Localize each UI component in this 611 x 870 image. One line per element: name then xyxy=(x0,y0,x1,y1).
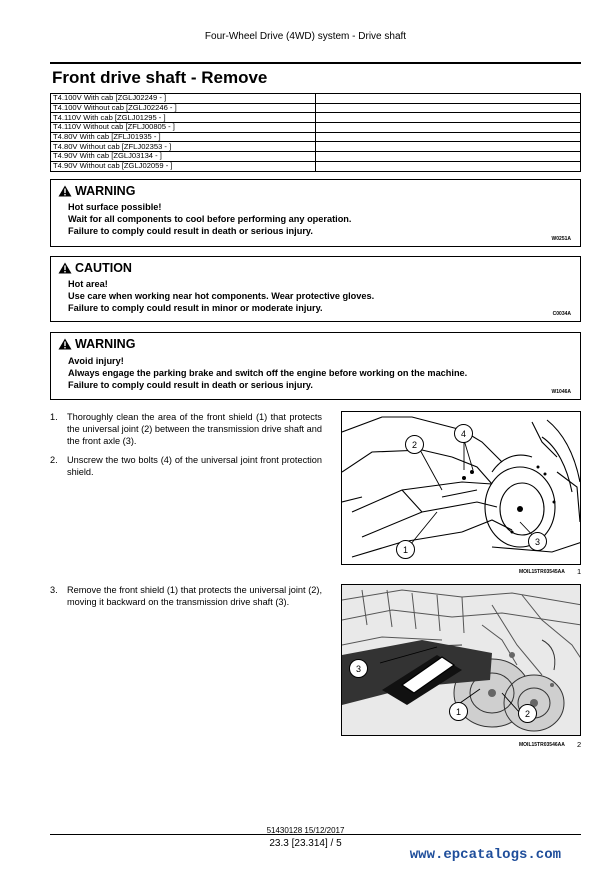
warning-box-hot-surface xyxy=(50,179,581,247)
warning-line: Avoid injury! xyxy=(68,356,124,366)
callout-2 xyxy=(405,435,424,454)
warning-line: Failure to comply could result in death or serious injury. xyxy=(68,380,313,391)
step-number: 1. xyxy=(50,412,58,422)
figure-1-number: 1 xyxy=(577,567,582,576)
table-row xyxy=(51,123,581,133)
empty-cell xyxy=(316,142,581,152)
caution-box-hot-area xyxy=(50,256,581,322)
warning-line: Hot surface possible! xyxy=(68,202,162,212)
warning-text xyxy=(68,355,467,392)
callout-label: 1 xyxy=(455,706,461,717)
page-number: 23.3 [23.314] / 5 xyxy=(269,838,342,849)
model-cell: T4.100V With cab [ZGLJ02249 - ] xyxy=(51,94,316,104)
warning-heading-label: WARNING xyxy=(75,337,136,351)
empty-cell xyxy=(316,94,581,104)
footer-rule xyxy=(50,834,581,835)
model-cell: T4.100V Without cab [ZGLJ02246 - ] xyxy=(51,103,316,113)
procedure-step-3 xyxy=(50,584,322,614)
model-cell: T4.80V Without cab [ZFLJ02353 - ] xyxy=(51,142,316,152)
procedure-steps-1-2 xyxy=(50,411,322,484)
caution-heading-label: CAUTION xyxy=(75,261,132,275)
warning-code: W0251A xyxy=(551,236,571,242)
callout-label: 4 xyxy=(460,428,466,439)
warning-line: Always engage the parking brake and switch off the engine before working on the machine. xyxy=(68,368,468,379)
callout-1 xyxy=(449,702,468,721)
callout-label: 2 xyxy=(411,439,417,450)
model-cell: T4.80V With cab [ZFLJ01935 - ] xyxy=(51,132,316,142)
caution-code: C0034A xyxy=(552,311,571,317)
callout-4 xyxy=(454,424,473,443)
model-cell: T4.110V Without cab [ZFLJ00805 - ] xyxy=(51,123,316,133)
empty-cell xyxy=(316,123,581,133)
caution-line: Hot area! xyxy=(68,279,108,289)
empty-cell xyxy=(316,152,581,162)
figure-1-code: MOIL15TR03545AA xyxy=(519,569,565,575)
warning-triangle-icon xyxy=(58,338,72,350)
callout-3 xyxy=(528,532,547,551)
figure-1-drive-shaft-shield xyxy=(341,411,581,565)
procedure-step xyxy=(50,584,322,608)
empty-cell xyxy=(316,161,581,171)
warning-line: Wait for all components to cool before performing any operation. xyxy=(68,214,352,225)
table-row xyxy=(51,94,581,104)
warning-box-avoid-injury xyxy=(50,332,581,400)
warning-heading xyxy=(58,337,135,351)
empty-cell xyxy=(316,132,581,142)
page-header-title: Four-Wheel Drive (4WD) system - Drive shaft xyxy=(204,31,407,42)
step-number: 2. xyxy=(50,454,58,465)
table-row xyxy=(51,113,581,123)
model-cell: T4.110V With cab [ZGLJ01295 - ] xyxy=(51,113,316,123)
caution-heading xyxy=(58,261,132,275)
warning-code: W1046A xyxy=(551,389,571,395)
warning-triangle-icon xyxy=(58,185,72,197)
step-text: Thoroughly clean the area of the front shield (1) that protects the universal joint (2) between the transmission drive shaft and the front axle (3). xyxy=(67,412,322,447)
caution-line: Use care when working near hot components. Wear protective gloves. xyxy=(68,291,375,302)
watermark-url: www.epcatalogs.com xyxy=(409,847,561,863)
table-row xyxy=(51,103,581,113)
callout-3 xyxy=(349,659,368,678)
caution-triangle-icon xyxy=(58,262,72,274)
figure-2-code: MOIL15TR03546AA xyxy=(519,742,565,748)
callout-1 xyxy=(396,540,415,559)
step-number: 3. xyxy=(50,585,58,595)
warning-text xyxy=(68,201,351,238)
empty-cell xyxy=(316,113,581,123)
callout-2 xyxy=(518,704,537,723)
step-text: Remove the front shield (1) that protects the universal joint (2), moving it backward on the transmission drive shaft (3). xyxy=(67,585,322,608)
figure-2-number: 2 xyxy=(577,740,582,749)
header-rule xyxy=(50,62,581,64)
procedure-step xyxy=(50,411,322,448)
empty-cell xyxy=(316,103,581,113)
section-title: Front drive shaft - Remove xyxy=(52,68,268,87)
document-code: 51430128 15/12/2017 xyxy=(266,826,345,835)
model-cell: T4.90V With cab [ZGLJ03134 - ] xyxy=(51,152,316,162)
caution-line: Failure to comply could result in minor or moderate injury. xyxy=(68,303,323,314)
table-row xyxy=(51,142,581,152)
callout-label: 2 xyxy=(524,708,530,719)
callout-label: 3 xyxy=(355,663,361,674)
callout-label: 3 xyxy=(534,536,540,547)
table-row xyxy=(51,161,581,171)
applicable-models-table xyxy=(50,93,581,172)
warning-heading-label: WARNING xyxy=(75,184,136,198)
model-cell: T4.90V Without cab [ZGLJ02059 - ] xyxy=(51,161,316,171)
warning-line: Failure to comply could result in death or serious injury. xyxy=(68,226,313,237)
figure-2-shield-moved-back xyxy=(341,584,581,736)
procedure-step xyxy=(50,454,322,478)
step-text: Unscrew the two bolts (4) of the universal joint front protection shield. xyxy=(67,454,322,477)
caution-text xyxy=(68,278,374,315)
warning-heading xyxy=(58,184,135,198)
callout-label: 1 xyxy=(402,544,408,555)
table-row xyxy=(51,132,581,142)
table-row xyxy=(51,152,581,162)
